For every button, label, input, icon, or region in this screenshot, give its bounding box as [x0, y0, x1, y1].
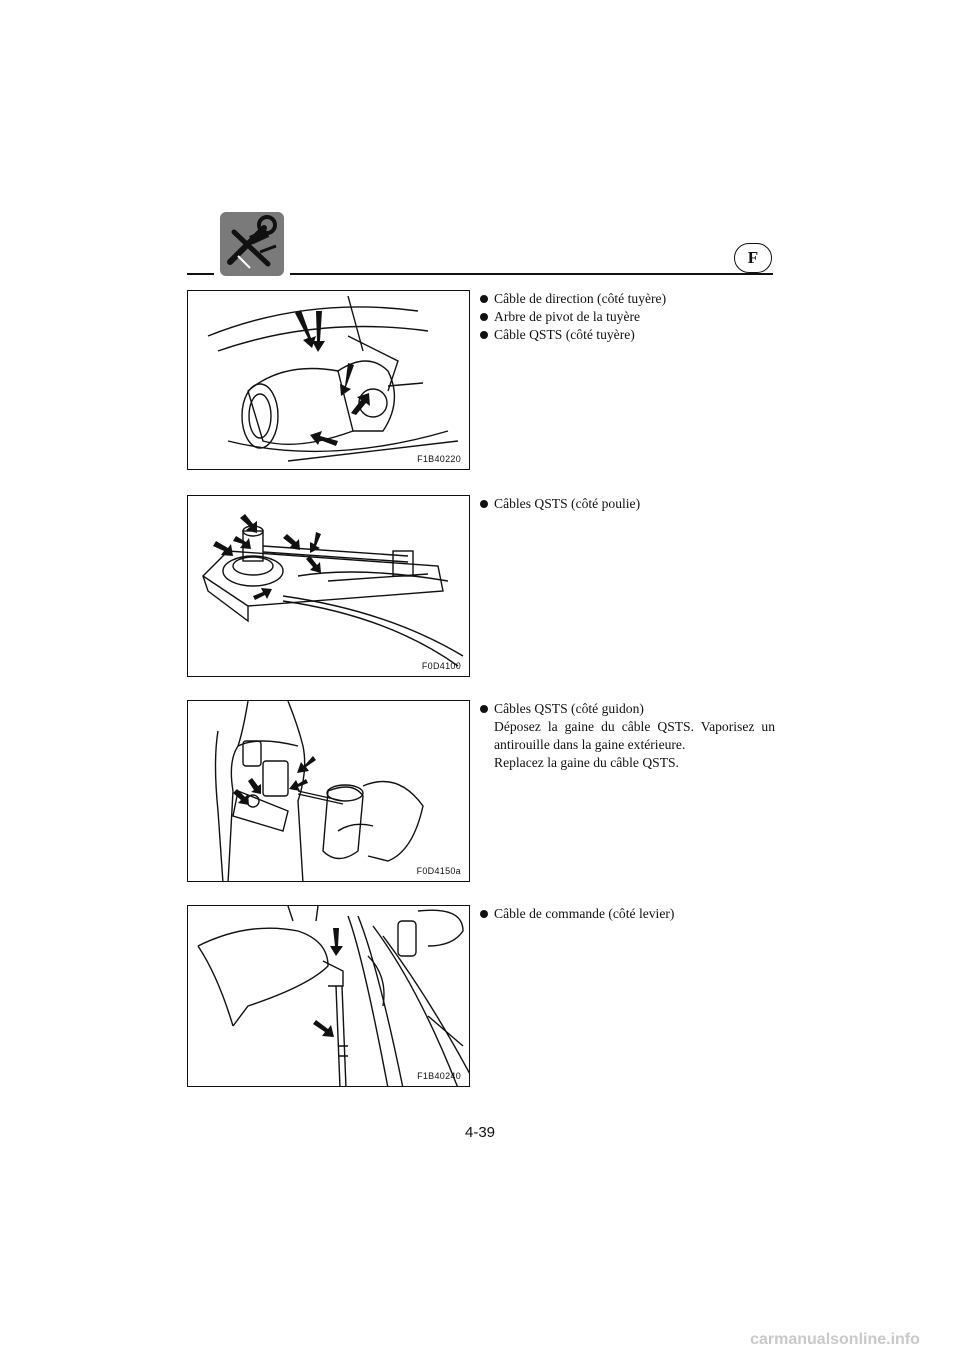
header-rule-right [290, 273, 773, 275]
list-item: Câble de direction (côté tuyère) [480, 290, 775, 308]
section-2-text [480, 495, 775, 513]
figure-handlebar-cables [187, 700, 470, 882]
figure-nozzle-cables [187, 290, 470, 470]
list-item: Câble de commande (côté levier) [480, 905, 775, 923]
list-item: Câbles QSTS (côté guidon) [480, 700, 775, 718]
instruction-paragraph: Déposez la gaine du câble QSTS. Vaporisez un antirouille dans la gaine extérieure. [494, 719, 775, 752]
figure-pulley-cables [187, 495, 470, 677]
section-1-text [480, 290, 775, 344]
instruction-paragraph: Replacez la gaine du câble QSTS. [494, 755, 679, 770]
list-item: Câbles QSTS (côté poulie) [480, 495, 775, 513]
language-badge: F [734, 243, 772, 273]
figure-code: F0D4100 [421, 661, 461, 671]
watermark: carmanualsonline.info [710, 1322, 960, 1358]
page-number: 4-39 [464, 1124, 496, 1141]
tools-icon [220, 212, 284, 276]
figure-code: F1B40240 [417, 1071, 461, 1081]
figure-code: F1B40220 [417, 454, 461, 464]
section-4-text [480, 905, 775, 923]
list-item: Câble QSTS (côté tuyère) [480, 326, 775, 344]
figure-code: F0D4150a [416, 866, 461, 876]
list-item: Arbre de pivot de la tuyère [480, 308, 775, 326]
header-rule-left [187, 273, 214, 275]
section-3-text [480, 700, 775, 772]
figure-lever-cable [187, 905, 470, 1087]
